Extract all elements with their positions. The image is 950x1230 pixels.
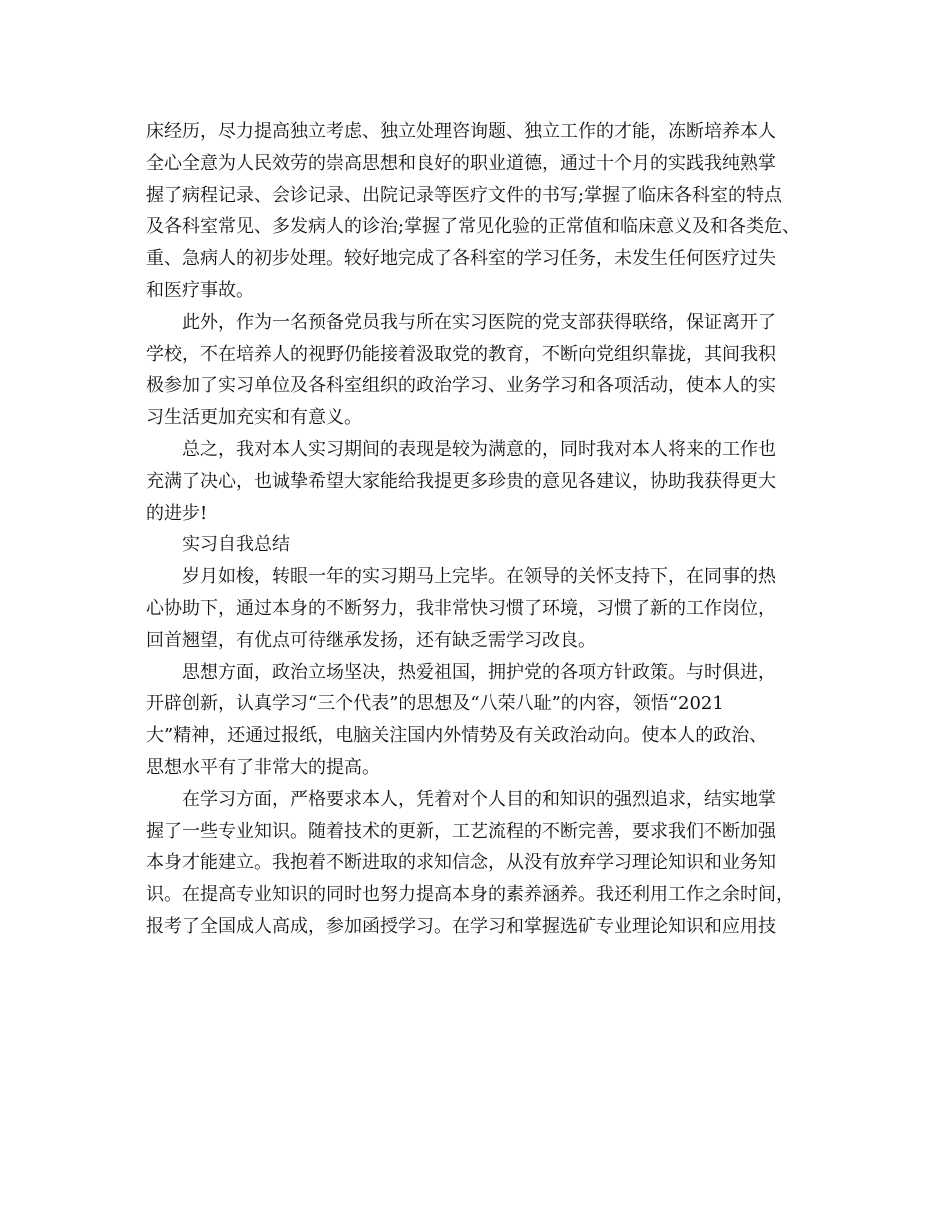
- text-line: 此外，作为一名预备党员我与所在实习医院的党支部获得联络，保证离开了: [182, 311, 776, 333]
- text-line: 习生活更加充实和有意义。: [146, 407, 362, 429]
- text-line: 思想方面，政治立场坚决，热爱祖国，拥护党的各项方针政策。与时俱进，: [182, 661, 776, 683]
- text-line: 极参加了实习单位及各科室组织的政治学习、业务学习和各项活动，使本人的实: [146, 375, 776, 397]
- text-line: 重、急病人的初步处理。较好地完成了各科室的学习任务，未发生任何医疗过失: [146, 248, 776, 270]
- text-line: 充满了决心，也诚挚希望大家能给我提更多珍贵的意见各建议，协助我获得更大: [146, 470, 776, 492]
- text-line: 握了病程记录、会诊记录、出院记录等医疗文件的书写;掌握了临床各科室的特点: [146, 184, 783, 206]
- text-line: 及各科室常见、多发病人的诊治;掌握了常见化验的正常值和临床意义及和各类危、: [146, 216, 801, 238]
- text-line: 实习自我总结: [182, 534, 290, 556]
- text-line: 思想水平有了非常大的提高。: [146, 756, 380, 778]
- text-line: 大”精神，还通过报纸，电脑关注国内外情势及有关政治动向。使本人的政治、: [146, 725, 768, 747]
- text-line: 全心全意为人民效劳的崇高思想和良好的职业道德，通过十个月的实践我纯熟掌: [146, 152, 776, 174]
- text-line: 在学习方面，严格要求本人，凭着对个人目的和知识的强烈追求，结实地掌: [182, 788, 776, 810]
- text-line: 开辟创新，认真学习“三个代表”的思想及“八荣八耻”的内容，领悟“2021: [146, 693, 724, 715]
- text-line: 总之，我对本人实习期间的表现是较为满意的，同时我对本人将来的工作也: [182, 438, 776, 460]
- text-line: 的进步!: [146, 502, 208, 524]
- text-line: 识。在提高专业知识的同时也努力提高本身的素养涵养。我还利用工作之余时间，: [146, 884, 794, 906]
- text-line: 本身才能建立。我抱着不断进取的求知信念，从没有放弃学习理论知识和业务知: [146, 852, 776, 874]
- text-line: 岁月如梭，转眼一年的实习期马上完毕。在领导的关怀支持下，在同事的热: [182, 566, 776, 588]
- text-line: 床经历，尽力提高独立考虑、独立处理咨询题、独立工作的才能，冻断培养本人: [146, 121, 776, 142]
- document-body: [146, 116, 826, 943]
- text-line: 回首翘望，有优点可待继承发扬，还有缺乏需学习改良。: [146, 629, 596, 651]
- text-line: 握了一些专业知识。随着技术的更新，工艺流程的不断完善，要求我们不断加强: [146, 820, 776, 842]
- text-line: 报考了全国成人高成，参加函授学习。在学习和掌握选矿专业理论知识和应用技: [146, 915, 776, 937]
- text-line: 学校，不在培养人的视野仍能接着汲取党的教育，不断向党组织靠拢，其间我积: [146, 343, 776, 365]
- text-line: 和医疗事故。: [146, 279, 254, 301]
- text-line: 心协助下，通过本身的不断努力，我非常快习惯了环境，习惯了新的工作岗位，: [146, 597, 776, 619]
